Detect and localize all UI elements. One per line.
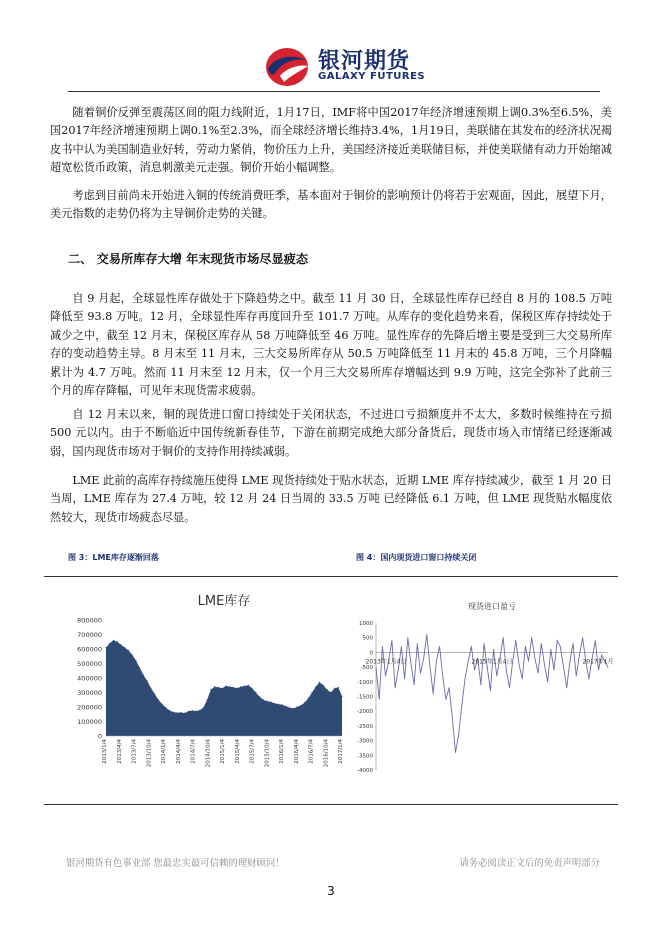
data-point	[525, 646, 526, 647]
data-point	[274, 703, 275, 704]
data-point	[304, 702, 305, 703]
data-point	[259, 696, 260, 697]
data-point	[195, 711, 196, 712]
data-point	[192, 710, 193, 711]
x-tick-label: 2016/10/4	[323, 739, 330, 768]
data-point	[423, 658, 424, 659]
paragraph-inventory: 自 9 月起，全球显性库存做处于下降趋势之中。截至 11 月 30 日，全球显性库存已经自 8 月的 108.5 万吨降低至 93.8 万吨。12 月，全球显性库存再度回升至 101.7 万吨。从库存的变化趋势来看，保税区库存持续处于减少之中，截至 12 月末，保税区库存从 58 万吨降低至 46 万吨。显性库存的先降后增主要是受到三大交易所库存的变动趋势主导。8 月末至 11 月末，三大交易所库存从 50.5 万吨降低至 11 月末的 45.8 万吨，三个月降幅累计为 4.7 万吨。然而 11 月末至 12 月末，仅一个月三大交易所库存增幅达到 9.9 万吨，这完全弥补了此前三个月的库存降幅，可见年末现货需求疲弱。	[50, 292, 612, 398]
data-point	[487, 667, 488, 668]
data-point	[385, 675, 386, 676]
data-point	[293, 708, 294, 709]
data-point	[430, 667, 431, 668]
data-point	[506, 670, 507, 671]
data-point	[576, 675, 577, 676]
y-tick-label: 300000	[77, 689, 102, 697]
data-point	[401, 646, 402, 647]
x-tick-label: 2015年1月4日	[471, 658, 513, 666]
paragraph-outlook: 考虑到目前尚未开始进入铜的传统消费旺季，基本面对于铜价的影响预计仍将若于宏观面，因此，展望下月，美元指数的走势仍将为主导铜价走势的关键。	[50, 189, 612, 221]
x-tick-label: 2014/4/4	[175, 739, 182, 764]
data-point	[180, 712, 181, 713]
data-point	[147, 680, 148, 681]
logo-chinese-name: 银河期货	[318, 49, 411, 74]
y-tick-label: -4000	[357, 768, 373, 774]
data-point	[244, 685, 245, 686]
data-point	[601, 655, 602, 656]
figure-4-caption: 图 4：国内现货进口窗口持续关闭	[356, 553, 477, 562]
x-tick-label: 2013年1月4日	[365, 658, 407, 666]
chart-title: 现货进口盈亏	[468, 602, 516, 611]
x-tick-label: 2013/10/4	[146, 739, 153, 768]
x-tick-label: 2015/4/4	[234, 739, 241, 764]
import-profit-chart	[346, 596, 618, 776]
data-point	[554, 670, 555, 671]
y-tick-label: -2000	[357, 709, 373, 716]
data-point	[436, 661, 437, 662]
data-point	[573, 643, 574, 644]
data-point	[255, 692, 256, 693]
data-point	[162, 704, 163, 705]
data-point	[173, 712, 174, 713]
data-point	[588, 678, 589, 679]
data-point	[465, 678, 466, 679]
data-point	[522, 678, 523, 679]
page-number: 3	[327, 884, 335, 898]
data-point	[411, 664, 412, 665]
data-point	[143, 675, 144, 676]
y-tick-label: 100000	[77, 718, 102, 726]
paragraph-import-window: 自 12 月末以来，铜的现货进口窗口持续处于关闭状态，不过进口亏损额度并不太大，多数时候维持在亏损 500 元以内。由于不断临近中国传统新春佳节，下游在前期完成绝大部分备货后，现货市场入市情绪已经逐渐减弱，国内现货市场对于铜价的支持作用持续减弱。	[50, 408, 612, 458]
data-point	[132, 654, 133, 655]
data-point	[113, 640, 114, 641]
data-point	[395, 687, 396, 688]
paragraph-lme: LME 此前的高库存持续施压使得 LME 现货持续处于贴水状态，近期 LME 库存持续减少，截至 1 月 20 日当周，LME 库存为 27.4 万吨，较 12 月 24 日当周的 33.5 万吨 已经降低 6.1 万吨，但 LME 现货贴水幅度依然较大，现货市场疲态尽显。	[50, 474, 612, 524]
page-header	[0, 0, 662, 92]
data-point	[210, 689, 211, 690]
data-point	[404, 678, 405, 679]
data-point	[124, 647, 125, 648]
data-point	[341, 696, 342, 697]
data-point	[547, 681, 548, 682]
data-point	[315, 686, 316, 687]
x-tick-label: 2016/7/4	[308, 739, 315, 764]
data-point	[229, 686, 230, 687]
data-point	[117, 641, 118, 642]
y-tick-label: 200000	[77, 703, 102, 712]
figure-top-rule	[44, 576, 618, 577]
x-tick-label: 2015/1/4	[220, 739, 226, 764]
data-point	[267, 701, 268, 702]
data-point	[169, 710, 170, 711]
data-point	[252, 688, 253, 689]
data-point	[468, 661, 469, 662]
data-point	[165, 707, 166, 708]
data-point	[128, 650, 129, 651]
data-point	[557, 640, 558, 641]
data-point	[282, 704, 283, 705]
data-point	[439, 646, 440, 647]
footer-tagline: 银河期货有色事业部 您最忠实最可信赖的理财顾问！	[66, 858, 285, 869]
y-tick-label: 1000	[359, 621, 373, 627]
data-point	[248, 685, 249, 686]
x-tick-label: 2014/10/4	[205, 739, 212, 768]
data-point	[135, 660, 136, 661]
data-point	[531, 637, 532, 638]
section-title: 二、 交易所库存大增 年末现货市场尽显疲态	[68, 252, 309, 266]
data-point	[608, 667, 609, 668]
data-point	[449, 687, 450, 688]
x-tick-label: 2015/10/4	[264, 739, 271, 768]
y-tick-label: -500	[360, 665, 373, 672]
data-point	[480, 684, 481, 685]
data-point	[214, 686, 215, 687]
data-point	[538, 673, 539, 674]
lme-inventory-chart	[62, 584, 348, 802]
data-point	[455, 752, 456, 753]
y-tick-label: -2500	[357, 723, 373, 730]
data-point	[598, 670, 599, 671]
data-point	[550, 649, 551, 650]
data-point	[417, 643, 418, 644]
y-tick-label: 800000	[77, 616, 102, 625]
y-tick-label: 500000	[77, 660, 102, 668]
footer-disclaimer: 请务必阅读正文后的免责声明部分	[459, 858, 600, 869]
data-point	[563, 667, 564, 668]
data-point	[420, 673, 421, 674]
data-point	[407, 637, 408, 638]
data-point	[471, 646, 472, 647]
data-point	[222, 688, 223, 689]
x-tick-label: 2014/7/4	[190, 739, 197, 764]
y-tick-label: -3000	[357, 738, 373, 745]
x-tick-label: 2016/4/4	[293, 739, 300, 764]
data-point	[379, 699, 380, 700]
data-point	[308, 698, 309, 699]
x-tick-label: 2013/1/4	[102, 739, 108, 764]
data-point	[109, 643, 110, 644]
data-point	[285, 706, 286, 707]
data-point	[569, 661, 570, 662]
data-point	[445, 699, 446, 700]
data-point	[237, 688, 238, 689]
galaxy-futures-logo-icon	[264, 46, 310, 88]
data-point	[139, 667, 140, 668]
data-point	[188, 711, 189, 712]
x-tick-label: 2016/1/4	[279, 739, 285, 764]
data-point	[461, 705, 462, 706]
data-point	[509, 687, 510, 688]
data-point	[560, 646, 561, 647]
data-point	[515, 640, 516, 641]
y-tick-label: 700000	[77, 631, 102, 639]
data-point	[595, 640, 596, 641]
data-point	[233, 687, 234, 688]
y-tick-label: 0	[369, 650, 373, 657]
data-point	[541, 643, 542, 644]
data-point	[311, 692, 312, 693]
x-tick-label: 2013/4/4	[116, 739, 123, 764]
data-point	[376, 667, 377, 668]
y-tick-label: -1500	[357, 694, 373, 701]
data-point	[391, 640, 392, 641]
figure-bottom-rule	[44, 804, 618, 805]
data-point	[528, 661, 529, 662]
y-tick-label: -1000	[357, 679, 373, 686]
data-point	[503, 637, 504, 638]
data-point	[225, 685, 226, 686]
lme-inventory-area	[106, 640, 342, 736]
data-point	[452, 717, 453, 718]
data-point	[278, 704, 279, 705]
x-tick-label: 2017年1月	[582, 658, 614, 666]
data-point	[484, 643, 485, 644]
header-divider	[68, 91, 600, 92]
y-tick-label: 600000	[77, 645, 102, 654]
data-point	[334, 688, 335, 689]
data-point	[289, 707, 290, 708]
data-point	[426, 634, 427, 635]
y-tick-label: -3500	[357, 753, 373, 760]
data-point	[534, 658, 535, 659]
y-tick-label: 500	[362, 635, 373, 642]
data-point	[338, 687, 339, 688]
data-point	[474, 670, 475, 671]
data-point	[203, 707, 204, 708]
data-point	[582, 637, 583, 638]
x-tick-label: 2015/7/4	[249, 739, 256, 764]
data-point	[382, 646, 383, 647]
data-point	[323, 685, 324, 686]
data-point	[496, 675, 497, 676]
data-point	[270, 701, 271, 702]
data-point	[398, 670, 399, 671]
data-point	[566, 687, 567, 688]
data-point	[177, 712, 178, 713]
data-point	[199, 710, 200, 711]
data-point	[326, 689, 327, 690]
x-tick-label: 2017/1/4	[338, 739, 344, 764]
data-point	[105, 647, 106, 648]
data-point	[414, 684, 415, 685]
data-point	[300, 705, 301, 706]
data-point	[442, 675, 443, 676]
y-tick-label: 0	[97, 732, 102, 741]
data-point	[319, 682, 320, 683]
paragraph-macro: 随着铜价反弹至震荡区间的阻力线附近，1月17日，IMF将中国2017年经济增速预期上调0.3%至6.5%，美国2017年经济增速预期上调0.1%至2.3%，而全球经济增长维持3.4%，1月19日，美联储在其发布的经济状况褐皮书中认为美国制造业好转，劳动力紧俏，物价压力上升，美国经济接近美联储目标，并使美联储有动力开始缩减超宽松货币政策，消息刺激美元走强。铜价开始小幅调整。	[50, 106, 612, 175]
data-point	[433, 693, 434, 694]
data-point	[263, 699, 264, 700]
logo-english-name: GALAXY FUTURES	[318, 71, 426, 82]
data-point	[296, 706, 297, 707]
data-point	[579, 655, 580, 656]
data-point	[490, 690, 491, 691]
data-point	[120, 644, 121, 645]
data-point	[330, 692, 331, 693]
data-point	[544, 664, 545, 665]
data-point	[150, 688, 151, 689]
data-point	[519, 664, 520, 665]
x-tick-label: 2014/1/4	[161, 739, 167, 764]
x-tick-label: 2013/7/4	[131, 739, 138, 764]
data-point	[154, 693, 155, 694]
data-point	[240, 686, 241, 687]
data-point	[493, 649, 494, 650]
data-point	[207, 699, 208, 700]
data-point	[158, 699, 159, 700]
data-point	[184, 713, 185, 714]
chart-title: LME库存	[197, 594, 251, 609]
figure-3-caption: 图 3：LME库存逐渐回落	[68, 553, 159, 562]
y-tick-label: 400000	[77, 674, 102, 683]
data-point	[218, 687, 219, 688]
data-point	[458, 734, 459, 735]
